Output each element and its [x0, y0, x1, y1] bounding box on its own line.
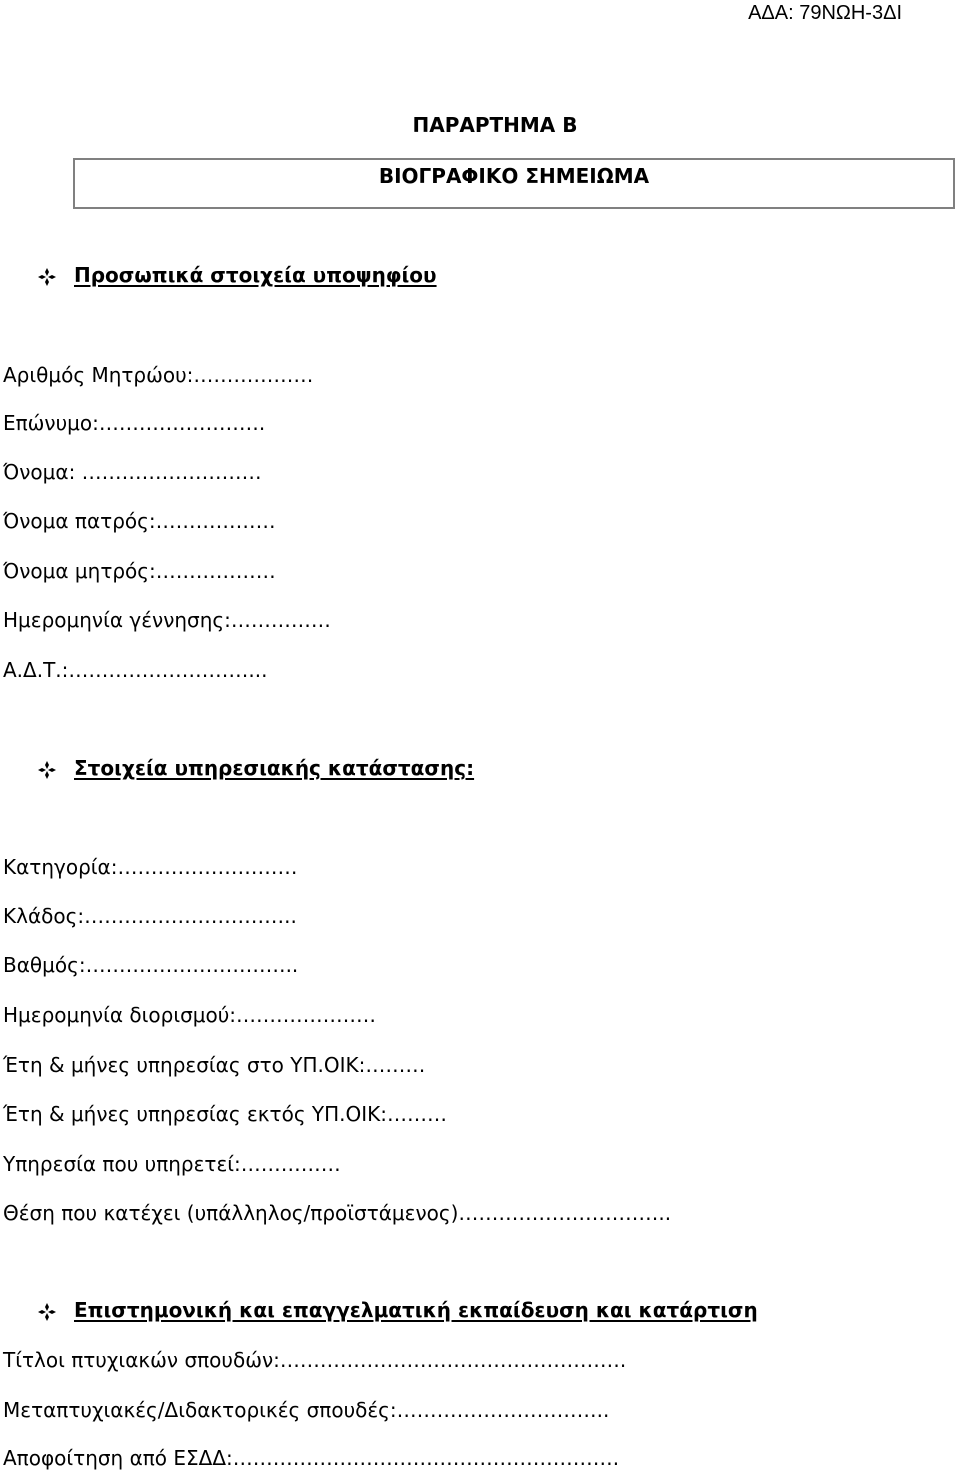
- diamond-bullet-icon: [38, 266, 56, 284]
- field-first-name: Όνομα: ………………………: [3, 460, 262, 484]
- document-ada-code: ΑΔΑ: 79ΝΩΗ-3ΔΙ: [748, 2, 902, 24]
- field-id-card: Α.Δ.Τ.:………………………...: [3, 658, 268, 682]
- field-grade: Βαθμός:…………………………..: [3, 953, 299, 977]
- field-degree-titles: Τίτλοι πτυχιακών σπουδών:…………………………………………….: [3, 1348, 627, 1372]
- field-registry-number: Αριθμός Μητρώου:………………: [3, 363, 314, 387]
- section-title: Επιστημονική και επαγγελματική εκπαίδευση και κατάρτιση: [74, 1298, 758, 1322]
- field-father-name: Όνομα πατρός:………………: [3, 509, 276, 533]
- field-birth-date: Ημερομηνία γέννησης:……………: [3, 608, 331, 632]
- cv-title: ΒΙΟΓΡΑΦΙΚΟ ΣΗΜΕΙΩΜΑ: [378, 164, 650, 188]
- section-service-status: [38, 755, 474, 781]
- field-branch: Κλάδος:…………………………..: [3, 904, 297, 928]
- field-postgraduate-studies: Μεταπτυχιακές/Διδακτορικές σπουδές:…………………………..: [3, 1398, 610, 1422]
- diamond-bullet-icon: [38, 1301, 56, 1319]
- section-personal-details: [38, 262, 437, 288]
- field-appointment-date: Ημερομηνία διορισμού:…………………: [3, 1003, 377, 1027]
- annex-title: ΠΑΡΑΡΤΗΜΑ Β: [412, 113, 578, 137]
- field-esdd-graduation: Αποφοίτηση από ΕΣΔΔ:………………………………………………….: [3, 1446, 620, 1470]
- field-position: Θέση που κατέχει (υπάλληλος/προϊστάμενος)…………………………..: [3, 1201, 672, 1225]
- field-mother-name: Όνομα μητρός:………………: [3, 559, 276, 583]
- cv-title-box: [73, 158, 955, 209]
- section-education: [38, 1297, 758, 1323]
- diamond-bullet-icon: [38, 759, 56, 777]
- section-title: Προσωπικά στοιχεία υποψηφίου: [74, 263, 437, 287]
- section-title: Στοιχεία υπηρεσιακής κατάστασης:: [74, 756, 475, 780]
- field-surname: Επώνυμο:…………………….: [3, 411, 266, 435]
- field-service-years-inside: Έτη & μήνες υπηρεσίας στο ΥΠ.ΟΙΚ:………: [3, 1053, 426, 1077]
- field-category: Κατηγορία:………………………: [3, 855, 298, 879]
- field-current-service: Υπηρεσία που υπηρετεί:……………: [3, 1152, 341, 1176]
- field-service-years-outside: Έτη & μήνες υπηρεσίας εκτός ΥΠ.ΟΙΚ:………: [3, 1102, 448, 1126]
